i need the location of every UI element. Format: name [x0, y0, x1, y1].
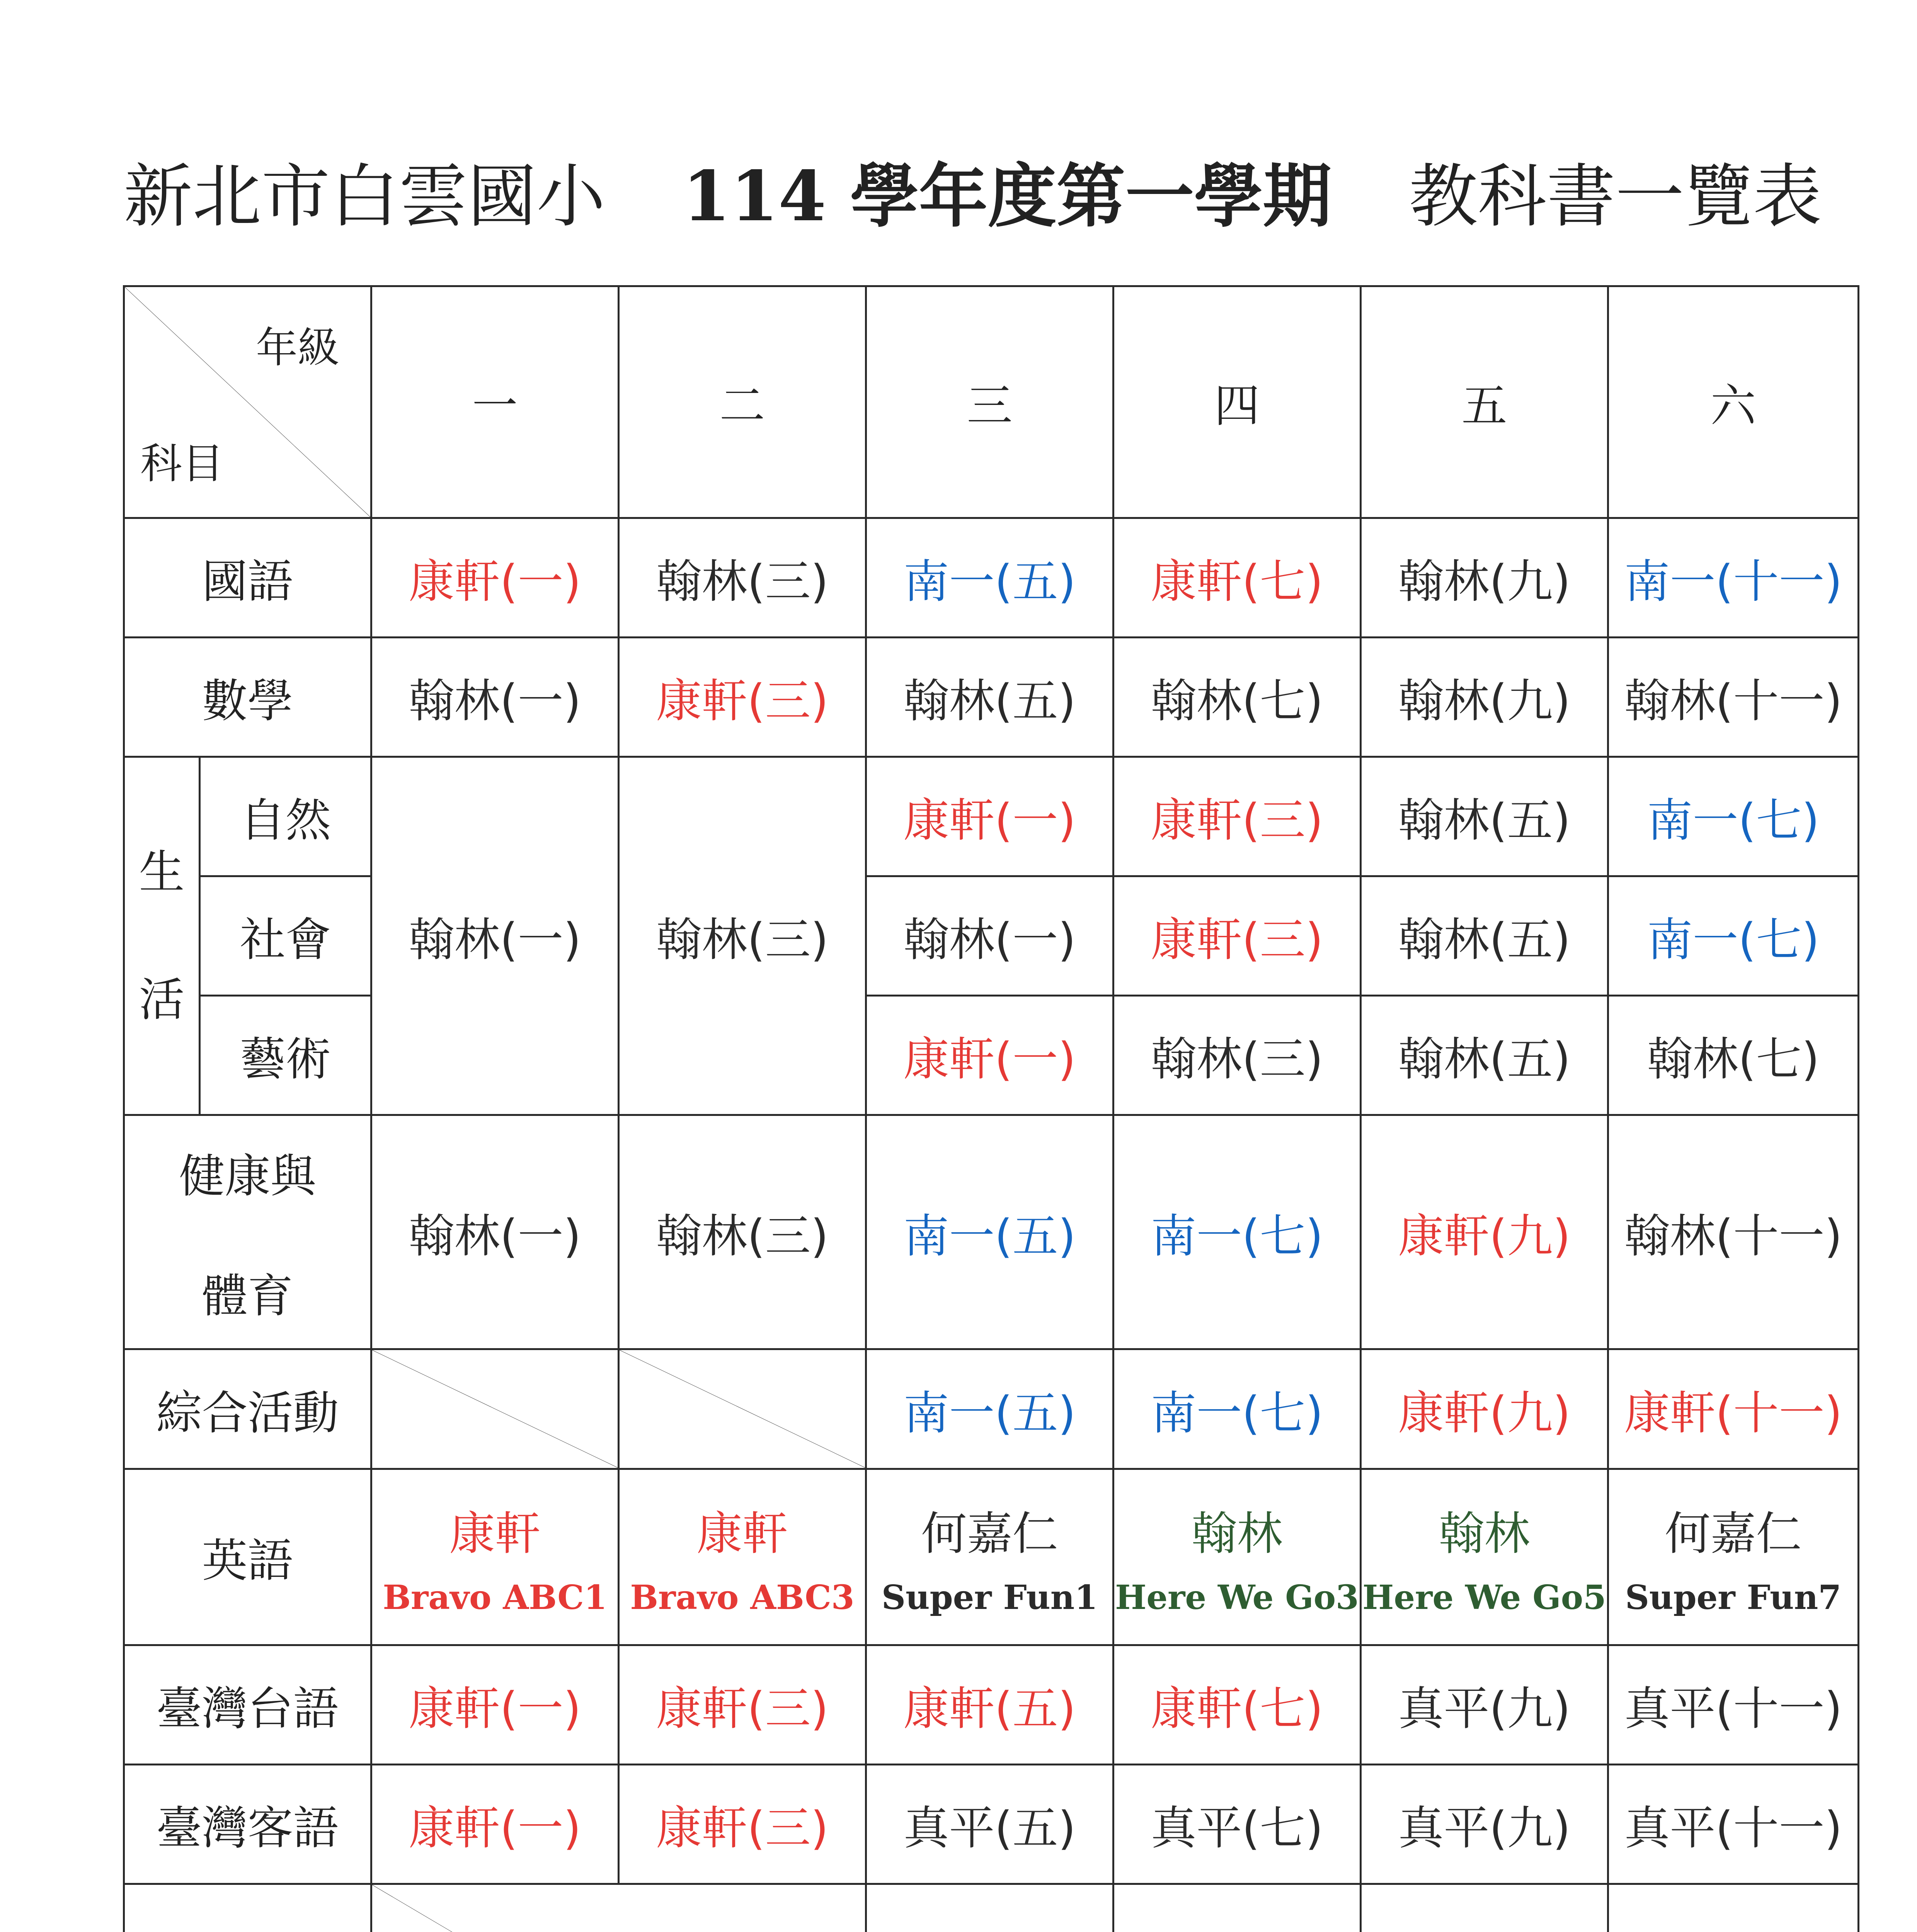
cell-english-5 [1361, 1469, 1608, 1645]
computer-pub-5 [1362, 1924, 1607, 1932]
cell-nature-4: 康軒(三) [1113, 757, 1361, 876]
cell-society-4: 康軒(三) [1113, 876, 1361, 996]
row-taiyu [124, 1645, 1859, 1764]
page-title [124, 141, 1847, 234]
diagonal-line [620, 1350, 865, 1468]
life-group-top: 生 [139, 845, 185, 899]
cell-integrated-5: 康軒(九) [1361, 1349, 1608, 1469]
cell-health-6: 翰林(十一) [1608, 1115, 1859, 1349]
cell-math-5: 翰林(九) [1361, 638, 1608, 757]
english-pub-5: 翰林 [1439, 1507, 1530, 1560]
subject-nature: 自然 [200, 757, 371, 876]
cell-hakka-6: 真平(十一) [1608, 1764, 1859, 1884]
cell-health-3: 南一(五) [866, 1115, 1113, 1349]
cell-hakka-5: 真平(九) [1361, 1764, 1608, 1884]
english-pub-3: 何嘉仁 [921, 1507, 1058, 1560]
english-book-5: Here We Go5 [1362, 1578, 1606, 1617]
english-book-1: Bravo ABC1 [383, 1578, 607, 1617]
diagonal-line [372, 1885, 865, 1932]
cell-computer-6 [1608, 1884, 1859, 1932]
grade-header-3: 三 [866, 286, 1113, 518]
subject-integrated: 綜合活動 [124, 1349, 371, 1469]
subject-taiyu: 臺灣台語 [124, 1645, 371, 1764]
cell-nature-3: 康軒(一) [866, 757, 1113, 876]
school-year-term: 114 學年度第一學期 [683, 156, 1332, 236]
cell-guoyu-6: 南一(十一) [1608, 518, 1859, 637]
cell-guoyu-2: 翰林(三) [619, 518, 866, 637]
cell-integrated-6: 康軒(十一) [1608, 1349, 1859, 1469]
row-computer [124, 1884, 1859, 1932]
cell-health-4: 南一(七) [1113, 1115, 1361, 1349]
header-row [124, 286, 1859, 518]
cell-math-1: 翰林(一) [371, 638, 619, 757]
cell-arts-3: 康軒(一) [866, 996, 1113, 1115]
cell-computer-3 [866, 1884, 1113, 1932]
subject-health [124, 1115, 371, 1349]
grade-header-1: 一 [371, 286, 619, 518]
row-hakka [124, 1764, 1859, 1884]
cell-life-merged-2: 翰林(三) [619, 757, 866, 1115]
textbook-table [123, 285, 1859, 1932]
cell-hakka-4: 真平(七) [1113, 1764, 1361, 1884]
cell-english-1 [371, 1469, 619, 1645]
cell-computer-1-2-empty [371, 1884, 866, 1932]
school-name: 新北市白雲國小 [124, 156, 605, 236]
cell-computer-4 [1113, 1884, 1361, 1932]
english-book-4: Here We Go3 [1115, 1578, 1359, 1617]
cell-taiyu-4: 康軒(七) [1113, 1645, 1361, 1764]
cell-arts-5: 翰林(五) [1361, 996, 1608, 1115]
grade-label: 年級 [255, 324, 339, 372]
cell-integrated-4: 南一(七) [1113, 1349, 1361, 1469]
cell-taiyu-1: 康軒(一) [371, 1645, 619, 1764]
english-pub-4: 翰林 [1191, 1507, 1283, 1560]
cell-english-3 [866, 1469, 1113, 1645]
row-math [124, 638, 1859, 757]
subject-label: 科目 [140, 439, 224, 488]
health-name-bottom: 體育 [202, 1269, 293, 1323]
cell-taiyu-3: 康軒(五) [866, 1645, 1113, 1764]
cell-arts-4: 翰林(三) [1113, 996, 1361, 1115]
row-health [124, 1115, 1859, 1349]
subject-english: 英語 [124, 1469, 371, 1645]
cell-guoyu-3: 南一(五) [866, 518, 1113, 637]
cell-math-2: 康軒(三) [619, 638, 866, 757]
cell-english-6 [1608, 1469, 1859, 1645]
cell-math-4: 翰林(七) [1113, 638, 1361, 757]
cell-english-2 [619, 1469, 866, 1645]
subject-computer [124, 1884, 371, 1932]
grade-header-6: 六 [1608, 286, 1859, 518]
cell-guoyu-4: 康軒(七) [1113, 518, 1361, 637]
cell-integrated-3: 南一(五) [866, 1349, 1113, 1469]
cell-english-4 [1113, 1469, 1361, 1645]
corner-cell [124, 286, 371, 518]
english-pub-2: 康軒 [696, 1507, 788, 1560]
cell-computer-5 [1361, 1884, 1608, 1932]
health-name-top: 健康與 [179, 1149, 316, 1203]
cell-society-6: 南一(七) [1608, 876, 1859, 996]
english-book-3: Super Fun1 [881, 1578, 1098, 1617]
row-nature [124, 757, 1859, 876]
english-book-2: Bravo ABC3 [630, 1578, 855, 1617]
english-book-6: Super Fun7 [1625, 1578, 1842, 1617]
cell-taiyu-5: 真平(九) [1361, 1645, 1608, 1764]
row-integrated [124, 1349, 1859, 1469]
subject-arts: 藝術 [200, 996, 371, 1115]
row-guoyu [124, 518, 1859, 637]
cell-society-5: 翰林(五) [1361, 876, 1608, 996]
grade-header-4: 四 [1113, 286, 1361, 518]
cell-taiyu-2: 康軒(三) [619, 1645, 866, 1764]
cell-hakka-1: 康軒(一) [371, 1764, 619, 1884]
cell-health-2: 翰林(三) [619, 1115, 866, 1349]
cell-guoyu-5: 翰林(九) [1361, 518, 1608, 637]
cell-health-1: 翰林(一) [371, 1115, 619, 1349]
subject-guoyu: 國語 [124, 518, 371, 637]
cell-math-6: 翰林(十一) [1608, 638, 1859, 757]
cell-hakka-2: 康軒(三) [619, 1764, 866, 1884]
cell-nature-5: 翰林(五) [1361, 757, 1608, 876]
cell-arts-6: 翰林(七) [1608, 996, 1859, 1115]
life-group-bottom: 活 [139, 973, 185, 1027]
row-english [124, 1469, 1859, 1645]
cell-integrated-1-empty [371, 1349, 619, 1469]
cell-health-5: 康軒(九) [1361, 1115, 1608, 1349]
subject-life-group [124, 757, 200, 1115]
grade-header-2: 二 [619, 286, 866, 518]
cell-nature-6: 南一(七) [1608, 757, 1859, 876]
grade-header-5: 五 [1361, 286, 1608, 518]
cell-life-merged-1: 翰林(一) [371, 757, 619, 1115]
cell-society-3: 翰林(一) [866, 876, 1113, 996]
subject-society: 社會 [200, 876, 371, 996]
subject-math: 數學 [124, 638, 371, 757]
english-pub-6: 何嘉仁 [1665, 1507, 1802, 1560]
english-pub-1: 康軒 [449, 1507, 541, 1560]
diagonal-line [372, 1350, 618, 1468]
cell-taiyu-6: 真平(十一) [1608, 1645, 1859, 1764]
cell-guoyu-1: 康軒(一) [371, 518, 619, 637]
cell-integrated-2-empty [619, 1349, 866, 1469]
document-name: 教科書一覽表 [1409, 156, 1822, 236]
cell-hakka-3: 真平(五) [866, 1764, 1113, 1884]
cell-math-3: 翰林(五) [866, 638, 1113, 757]
subject-hakka: 臺灣客語 [124, 1764, 371, 1884]
